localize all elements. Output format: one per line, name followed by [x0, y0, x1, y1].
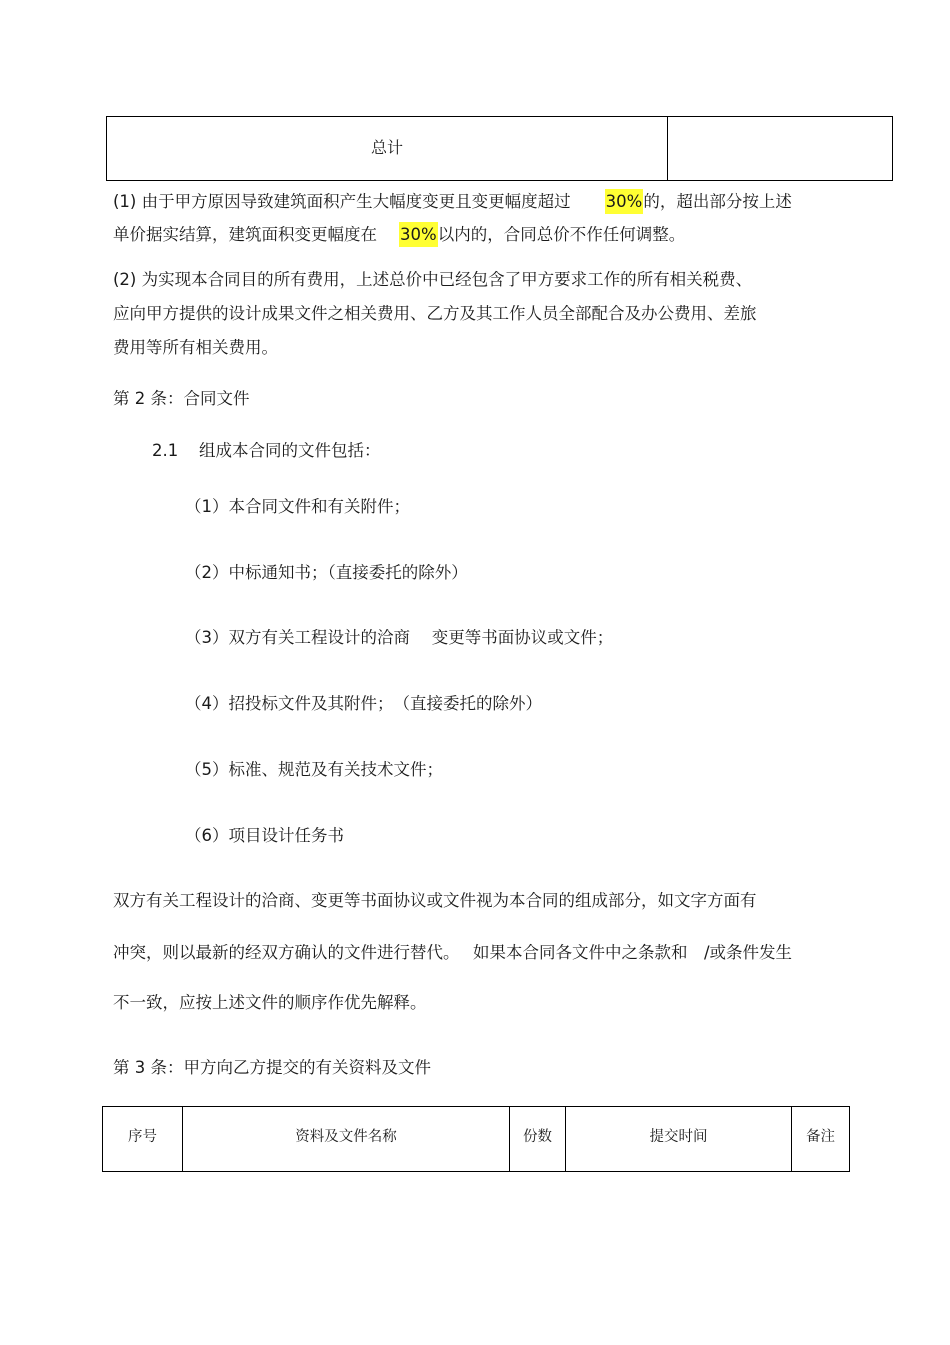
header-serial-number: 序号	[128, 1129, 157, 1145]
subsection-number: 2.1	[152, 441, 179, 460]
header-copies: 份数	[523, 1129, 552, 1145]
clause-1-line-1	[113, 192, 792, 212]
clause-1-text-d: 以内的，合同总价不作任何调整。	[437, 225, 686, 244]
highlight-30-percent: 30%	[605, 189, 644, 214]
article-3-heading: 第 3 条：甲方向乙方提交的有关资料及文件	[113, 1058, 431, 1077]
list-item: （4）招投标文件及其附件； （直接委托的除外）	[185, 694, 542, 713]
subsection-text: 组成本合同的文件包括：	[199, 441, 381, 460]
list-item: （6）项目设计任务书	[185, 826, 344, 845]
clause-1-line-2	[113, 225, 685, 245]
clause-1-text-a: (1) 由于甲方原因导致建筑面积产生大幅度变更且变更幅度超过	[113, 192, 571, 211]
article-2-heading: 第 2 条：合同文件	[113, 389, 250, 408]
clause-1-text-b: 的，超出部分按上述	[643, 192, 792, 211]
clause-2-line-1: (2) 为实现本合同目的所有费用，上述总价中已经包含了甲方要求工作的所有相关税费、	[113, 270, 753, 289]
paragraph-line-3: 不一致，应按上述文件的顺序作优先解释。	[113, 993, 427, 1012]
clause-2-line-3: 费用等所有相关费用。	[113, 338, 278, 357]
paragraph-line-1: 双方有关工程设计的洽商、变更等书面协议或文件视为本合同的组成部分，如文字方面有	[113, 891, 757, 910]
list-item: （3）双方有关工程设计的洽商 变更等书面协议或文件；	[185, 628, 614, 647]
header-submit-time: 提交时间	[649, 1129, 708, 1145]
total-value-cell	[668, 117, 892, 180]
clause-1-text-c: 单价据实结算，建筑面积变更幅度在	[113, 225, 377, 244]
total-label: 总计	[370, 138, 403, 157]
list-item: （2）中标通知书；（直接委托的除外）	[185, 563, 468, 582]
header-remarks: 备注	[806, 1129, 835, 1145]
paragraph-line-2: 冲突，则以最新的经双方确认的文件进行替代。 如果本合同各文件中之条款和 /或条件发生	[113, 943, 793, 962]
header-document-name: 资料及文件名称	[295, 1129, 397, 1145]
highlight-30-percent-2: 30%	[399, 222, 438, 247]
documents-table	[102, 1106, 850, 1172]
total-table	[106, 116, 893, 181]
clause-2-line-2: 应向甲方提供的设计成果文件之相关费用、乙方及其工作人员全部配合及办公费用、差旅	[113, 304, 757, 323]
list-item: （1）本合同文件和有关附件；	[185, 497, 410, 516]
list-item: （5）标准、规范及有关技术文件；	[185, 760, 443, 779]
